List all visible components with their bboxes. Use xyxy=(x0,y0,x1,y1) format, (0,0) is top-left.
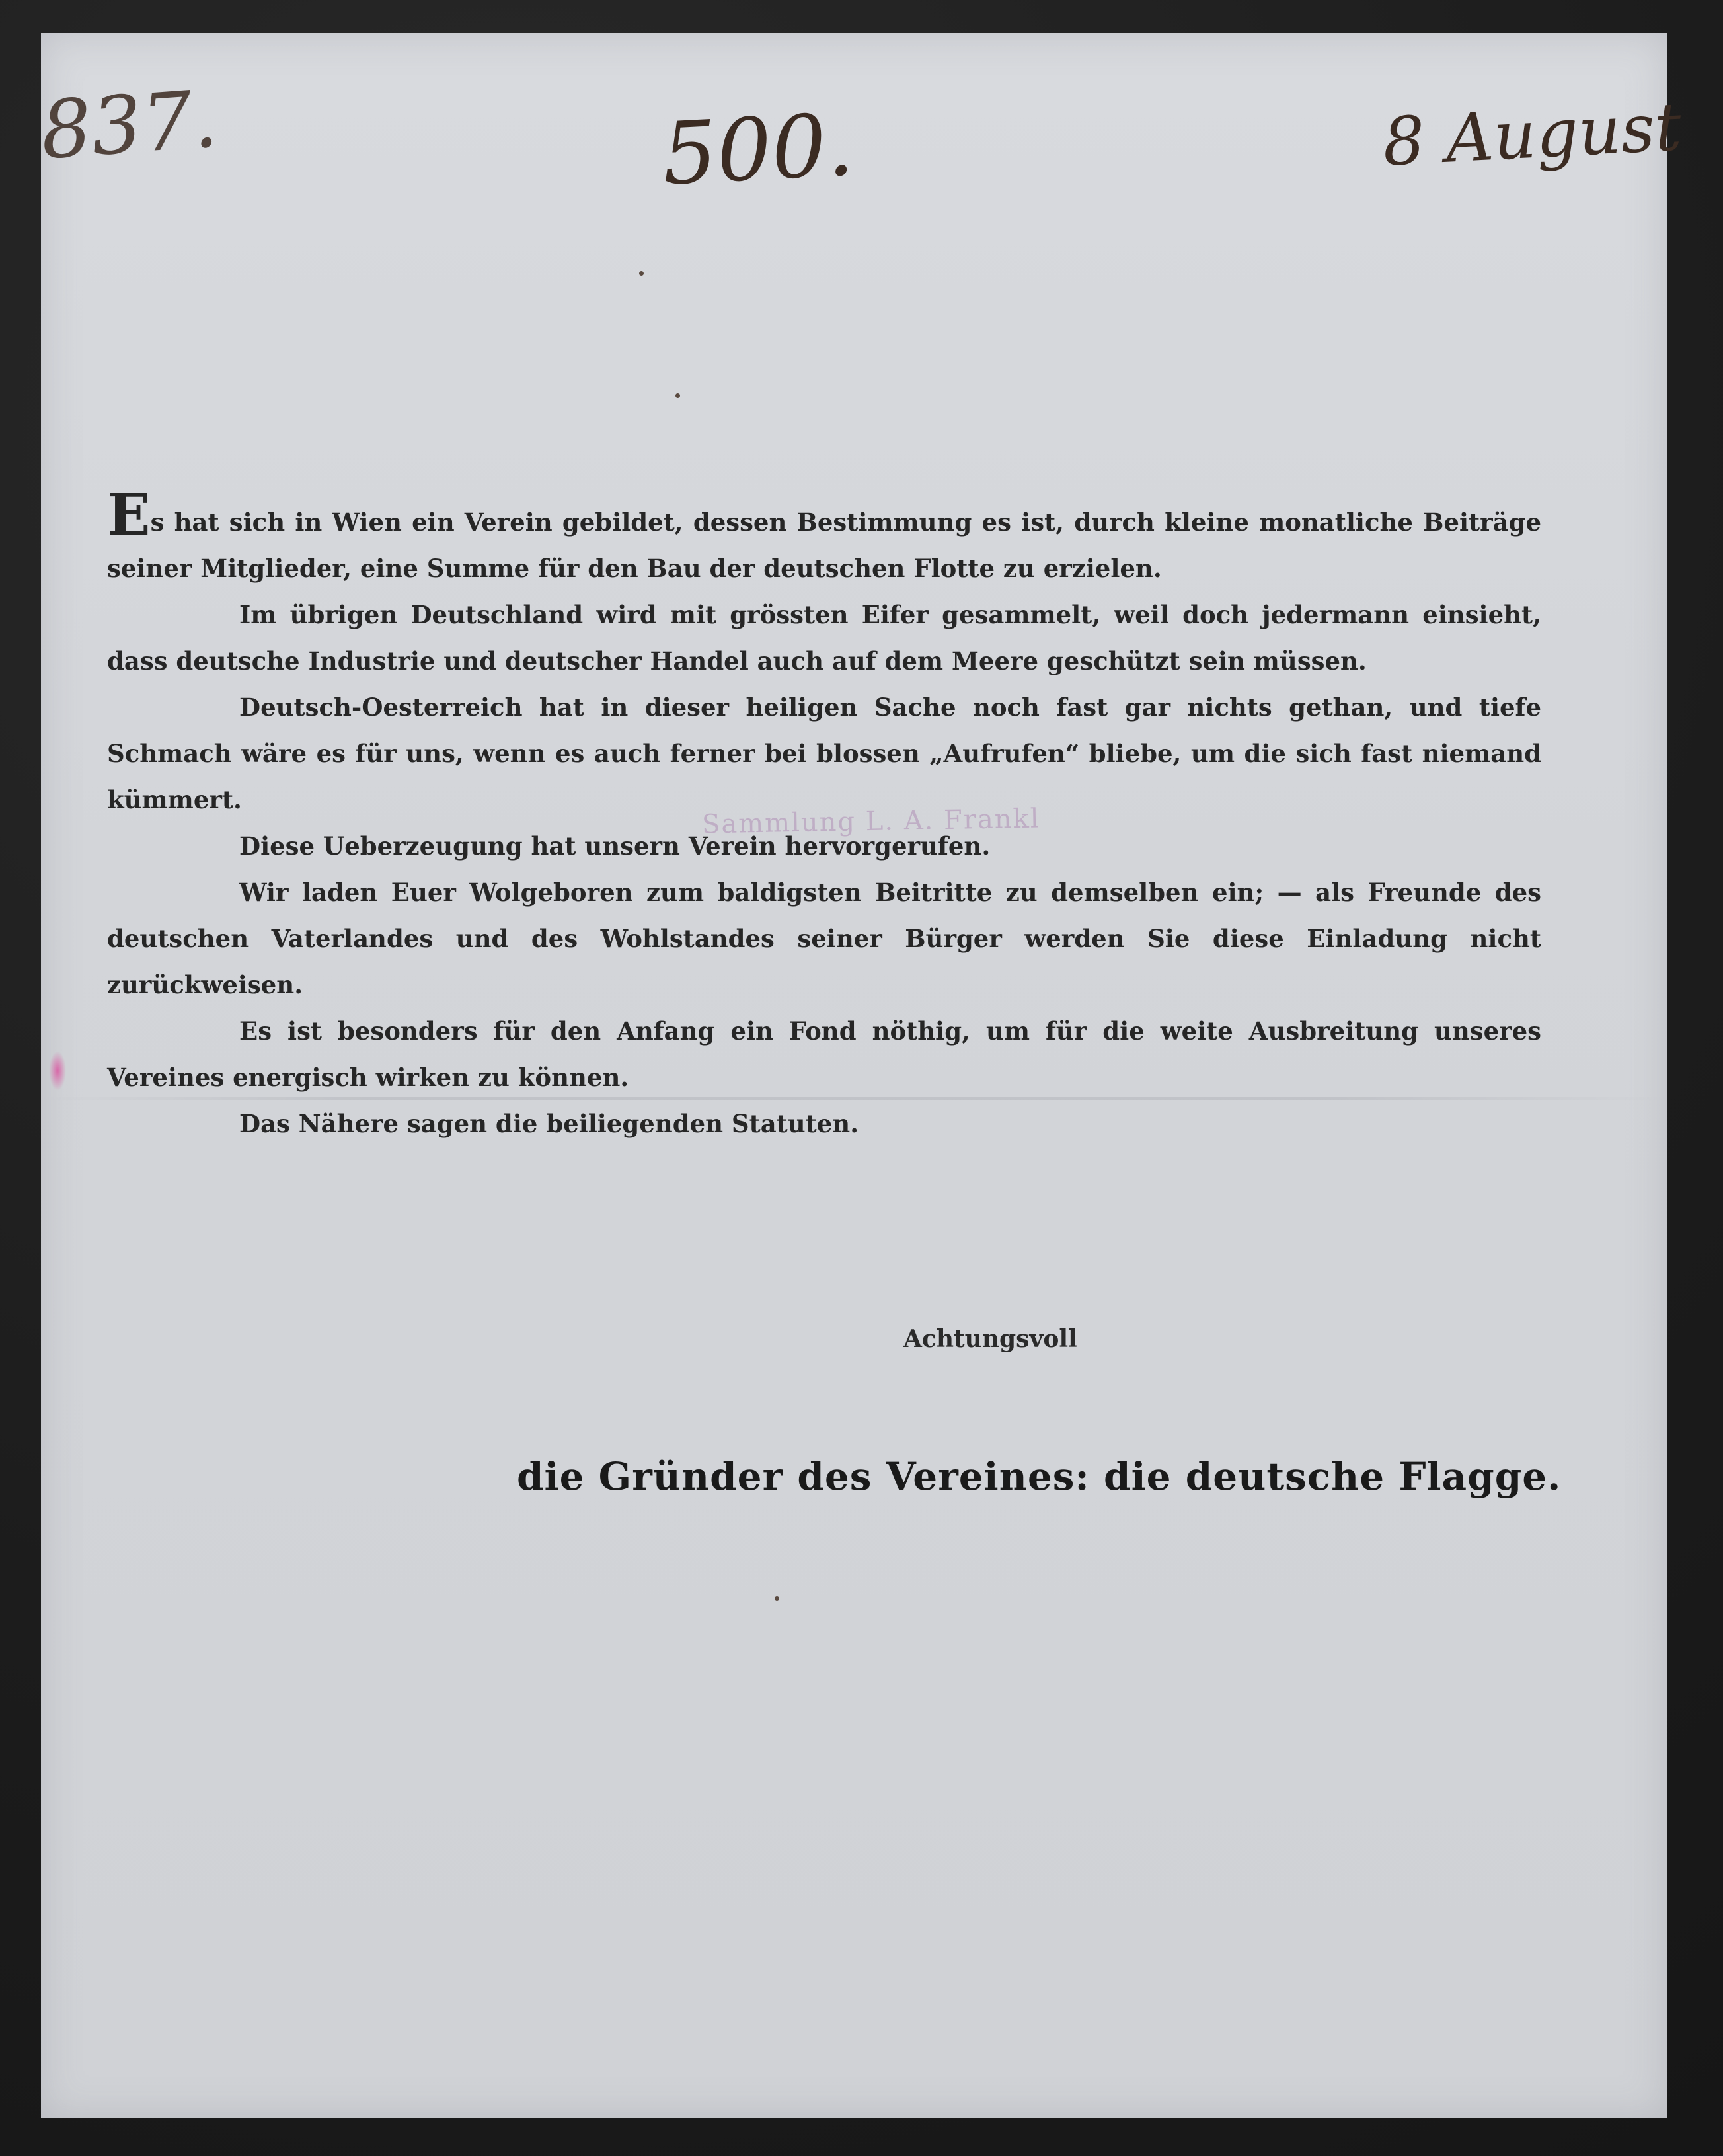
document-sheet xyxy=(38,33,1683,2118)
paragraph-7: Das Nähere sagen die beiliegenden Statuten. xyxy=(239,1109,859,1138)
handwritten-item-number: 500. xyxy=(660,94,857,205)
signature-line: die Gründer des Vereines: die deutsche Flagge. xyxy=(517,1454,1562,1499)
paragraph-text: s hat sich in Wien ein Verein gebildet, dessen Bestimmung es ist, durch kleine monatliche Beiträge seiner Mitglieder, eine Summe für den Bau der deutschen Flotte zu erzielen. xyxy=(107,508,1541,583)
paragraph-5: Wir laden Euer Wolgeboren zum baldigsten Beitritte zu demselben ein; — als Freunde des deutschen Vaterlandes und des Wohlstandes seiner Bürger werden Sie diese Einladung nicht zurückweisen. xyxy=(107,878,1541,999)
paragraph-6: Es ist besonders für den Anfang ein Fond nöthig, um für die weite Ausbreitung unseres Vereines energisch wirken zu können. xyxy=(107,1017,1541,1092)
closing-salutation: Achtungsvoll xyxy=(903,1325,1077,1353)
paragraph-1 xyxy=(107,482,1541,592)
drop-initial: E xyxy=(107,482,151,549)
paragraph-3: Deutsch-Oesterreich hat in dieser heiligen Sache noch fast gar nichts gethan, und tiefe Schmach wäre es für uns, wenn es auch ferner bei blossen „Aufrufen“ bliebe, um die sich fast niemand kümmert. xyxy=(107,693,1541,814)
paper-speck xyxy=(639,271,644,276)
paper-speck xyxy=(775,1596,779,1601)
pink-ink-mark xyxy=(49,1051,66,1091)
paragraph-4: Diese Ueberzeugung hat unsern Verein hervorgerufen. xyxy=(239,831,991,861)
paper-speck xyxy=(675,393,680,398)
collection-stamp: Sammlung L. A. Frankl xyxy=(701,803,1040,840)
handwritten-date: 8 August xyxy=(1381,88,1683,181)
paragraph-2: Im übrigen Deutschland wird mit grössten Eifer gesammelt, weil doch jedermann einsieht, dass deutsche Industrie und deutscher Handel auch auf dem Meere geschützt sein müssen. xyxy=(107,600,1541,675)
handwritten-folio-number: 837. xyxy=(38,73,221,178)
